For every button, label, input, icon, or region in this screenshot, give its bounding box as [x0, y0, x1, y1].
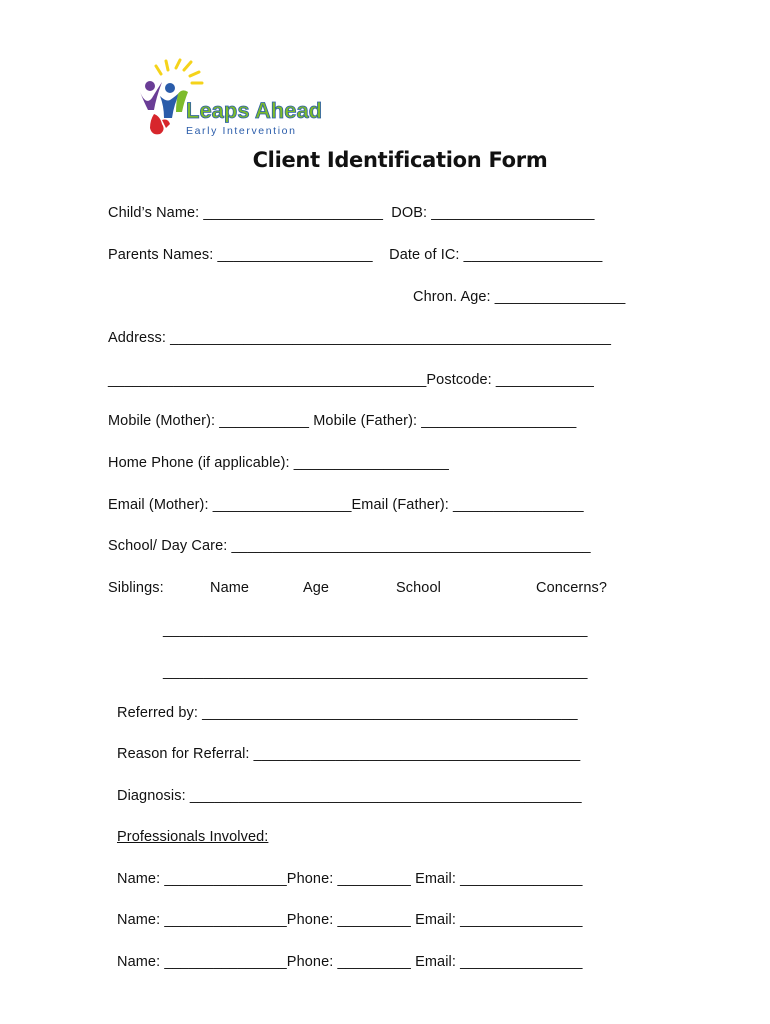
diagnosis-line[interactable]: Diagnosis: ________________________________________________: [117, 788, 582, 804]
form-title: Client Identification Form: [252, 148, 548, 172]
siblings-entry-line[interactable]: ____________________________________________________: [163, 664, 588, 680]
referred-by-line[interactable]: Referred by: ______________________________________________: [117, 705, 578, 721]
siblings-col-age: Age: [303, 580, 330, 596]
parents-names-date-ic-line[interactable]: Parents Names: ___________________ Date of IC: _________________: [108, 247, 603, 263]
professional-line[interactable]: Name: _______________Phone: _________ Email: _______________: [117, 954, 583, 970]
siblings-col-concerns: Concerns?: [536, 580, 608, 596]
siblings-col-name: Name: [210, 580, 250, 596]
leaps-ahead-logo: [136, 58, 336, 142]
sun-rays-icon: [156, 60, 202, 83]
professionals-heading: Professionals Involved:: [117, 829, 269, 845]
siblings-col-school: School: [396, 580, 441, 596]
address-line-2-postcode[interactable]: _______________________________________Postcode: ____________: [108, 372, 594, 388]
email-line[interactable]: Email (Mother): _________________Email (Father): ________________: [108, 497, 584, 513]
mobile-line[interactable]: Mobile (Mother): ___________ Mobile (Father): ___________________: [108, 413, 577, 429]
professional-line[interactable]: Name: _______________Phone: _________ Email: _______________: [117, 871, 583, 887]
reason-for-referral-line[interactable]: Reason for Referral: ________________________________________: [117, 746, 581, 762]
chron-age-line[interactable]: Chron. Age: ________________: [413, 289, 626, 305]
school-daycare-line[interactable]: School/ Day Care: ____________________________________________: [108, 538, 591, 554]
logo-title: Leaps Ahead: [186, 98, 323, 123]
logo-subtitle: Early Intervention: [186, 125, 297, 137]
siblings-label: Siblings:: [108, 580, 164, 596]
address-line-1[interactable]: Address: ______________________________________________________: [108, 330, 612, 346]
siblings-entry-line[interactable]: ____________________________________________________: [163, 622, 588, 638]
professional-line[interactable]: Name: _______________Phone: _________ Email: _______________: [117, 912, 583, 928]
home-phone-line[interactable]: Home Phone (if applicable): ___________________: [108, 455, 449, 471]
childs-name-dob-line[interactable]: Child’s Name: ______________________ DOB: ____________________: [108, 205, 595, 221]
